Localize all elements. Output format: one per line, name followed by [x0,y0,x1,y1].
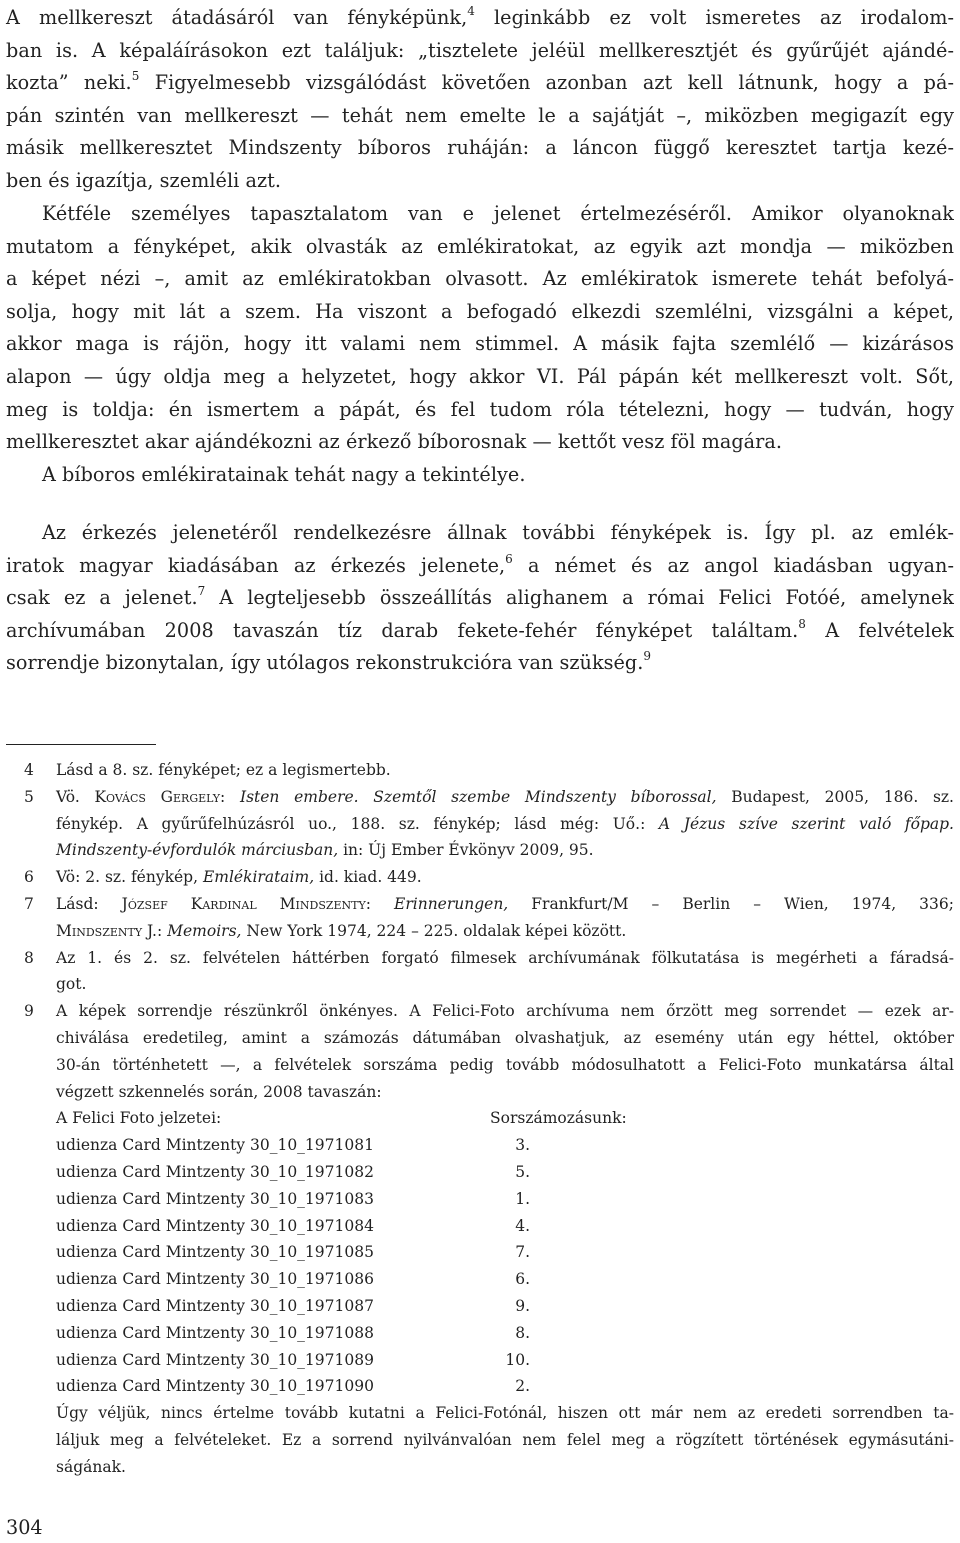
footnote-text: láljuk meg a felvételeket. Ez a sorrend nyilvánvalóan nem felel meg a rögzített történések egymásutáni- [56,1430,954,1449]
footnote-number: 6 [24,868,34,887]
body-line: solja, hogy mit lát a szem. Ha viszont a befogadó elkezdi szemlélni, vizsgálni a képet, [6,299,954,323]
paragraph-1 [6,2,954,198]
footnote-ref-4[interactable]: 4 [467,4,475,18]
footnote-text: ságának. [56,1457,126,1476]
table-row: udienza Card Mintzenty 30_10_1971087 9. [56,1296,530,1315]
body-line: akkor maga is rájön, hogy itt valami nem stimmel. A másik fajta szemlélő — kizárásos [6,332,954,356]
footnote-text: végzett szkennelés során, 2008 tavaszán: [56,1082,382,1101]
footnote-number: 5 [24,787,34,806]
footnote-number: 9 [24,1002,34,1021]
table-header [56,1105,954,1132]
body-line: mellkeresztet akar ajándékozni az érkező bíborosnak — kettőt vesz föl magára. [6,430,783,454]
body-line: másik mellkeresztet Mindszenty bíboros ruháján: a láncon függő keresztet tartja kezé- [6,136,954,160]
body-line: Kétféle személyes tapasztalatom van e jelenet értelmezéséről. Amikor olyanoknak [42,202,954,225]
footnote-text: Vö. Kovács Gergely: Isten embere. Szemtől szembe Mindszenty bíborossal, Budapest, 2005, 186. sz. [56,787,954,806]
footnote-separator [6,744,156,745]
body-line: csak ez a jelenet.$^7$ A legteljesebb összeállítás alighanem a római Felici Fotóé, amelynek [6,584,954,610]
table-row: udienza Card Mintzenty 30_10_1971084 4. [56,1216,530,1235]
paragraph-3 [6,459,954,492]
footnote-5 [6,784,954,864]
table-row: udienza Card Mintzenty 30_10_1971088 8. [56,1323,530,1342]
body-line: ban is. A képaláírásokon ezt találjuk: „tisztelete jeléül mellkeresztjét és gyűrűjét ajándé- [6,38,954,62]
footnote-4 [6,757,954,784]
footnote-7 [6,891,954,945]
body-line: kozta” neki.$^5$ Figyelmesebb vizsgálódást követően azonban azt kell látnunk, hogy a pá- [6,69,954,95]
footnote-number: 8 [24,948,34,967]
footnote-text: 30-án történhetett —, a felvételek sorszáma pedig tovább módosulhatott a Felici-Foto munkatársa által [56,1055,954,1074]
footnote-ref-7[interactable]: 7 [197,584,206,599]
table-row: udienza Card Mintzenty 30_10_1971083 1. [56,1189,530,1208]
table-row: udienza Card Mintzenty 30_10_1971090 2. [56,1377,530,1396]
body-line: archívumában 2008 tavaszán tíz darab fekete-fehér fényképet találtam.$^8$ A felvételek [6,616,954,642]
body-line: A mellkereszt átadásáról van fényképünk,$^4$ leginkább ez volt ismeretes az irodalom- [6,4,954,29]
footnotes [6,757,954,1481]
footnote-text: Mindszenty-évfordulók márciusban, in: Új Ember Évkönyv 2009, 95. [56,841,594,860]
body-line: A bíboros emlékiratainak tehát nagy a tekintélye. [42,463,526,486]
footnote-ref-8[interactable]: 8 [798,616,806,631]
footnote-ref-6[interactable]: 6 [505,551,513,566]
body-line: Az érkezés jelenetéről rendelkezésre állnak további fényképek is. Így pl. az emlék- [42,521,954,544]
body-line: alapon — úgy oldja meg a helyzetet, hogy akkor VI. Pál pápán két mellkereszt volt. Sőt, [6,364,954,388]
footnote-ref-9[interactable]: 9 [643,649,652,664]
footnote-text: chiválása eredetileg, amint a számozás dátumában olvashatjuk, az esemény után egy héttel, október [56,1028,954,1047]
footnote-text: got. [56,975,87,994]
footnote-6 [6,864,954,891]
footnote-text: Vö: 2. sz. fénykép, Emlékirataim, id. kiad. 449. [56,868,422,887]
signature-table [56,1105,954,1400]
table-row: udienza Card Mintzenty 30_10_1971085 7. [56,1243,530,1262]
paragraph-2 [6,198,954,459]
footnote-number: 4 [24,761,34,779]
footnote-text: Úgy véljük, nincs értelme tovább kutatni a Felici-Fotónál, hiszen ott már nem az eredeti sorrendben ta- [56,1404,954,1423]
footnote-number: 7 [24,894,34,913]
body-line: ben és igazítja, szemléli azt. [6,168,282,192]
footnote-text: Lásd: József Kardinal Mindszenty: Erinnerungen, Frankfurt/M – Berlin – Wien, 1974, 336; [56,894,954,913]
body-line: sorrendje bizonytalan, így utólagos rekonstrukcióra van szükség.$^9$ [6,649,652,675]
footnote-ref-5[interactable]: 5 [131,69,140,84]
body-line: meg is toldja: én ismertem a pápát, és fel tudom róla tételezni, hogy — tudván, hogy [6,397,954,421]
table-row: udienza Card Mintzenty 30_10_1971081 3. [56,1136,530,1155]
column-header-number: Sorszámozásunk: [490,1109,627,1128]
footnote-text: fénykép. A gyűrűfelhúzásról uo., 188. sz. fénykép; lásd még: Uő.: A Jézus szíve szerint való főpap. [56,814,954,833]
column-header-signature: A Felici Foto jelzetei: [56,1109,222,1128]
body-line: pán szintén van mellkereszt — tehát nem emelte le a sajátját –, miközben megigazít egy [6,103,954,127]
footnote-9 [6,998,954,1480]
paragraph-4 [6,517,954,680]
footnote-text: Az 1. és 2. sz. felvételen háttérben forgató filmesek archívumának fölkutatása is megérheti a fáradsá- [56,948,954,967]
table-row: udienza Card Mintzenty 30_10_1971086 6. [56,1270,530,1289]
page-number: 304 [6,1516,43,1539]
footnote-8 [6,945,954,999]
footnote-text: A képek sorrendje részünkről önkényes. A Felici-Foto archívuma nem őrzött meg sorrendet — ezek ar- [56,1002,954,1021]
body-line: a képet nézi –, amit az emlékiratokban olvasott. Az emlékiratok ismerete tehát befolyá- [6,267,954,291]
footnote-text: Mindszenty J.: Memoirs, New York 1974, 224 – 225. oldalak képei között. [56,921,627,940]
table-row: udienza Card Mintzenty 30_10_1971082 5. [56,1162,530,1181]
table-row: udienza Card Mintzenty 30_10_1971089 10. [56,1350,530,1369]
body-line: mutatom a fényképet, akik olvasták az emlékiratokat, az egyik azt mondja — miközben [6,234,954,258]
footnote-text: Lásd a 8. sz. fényképet; ez a legismertebb. [56,761,391,779]
body-line: iratok magyar kiadásában az érkezés jelenete,$^6$ a német és az angol kiadásban ugyan- [6,551,954,577]
